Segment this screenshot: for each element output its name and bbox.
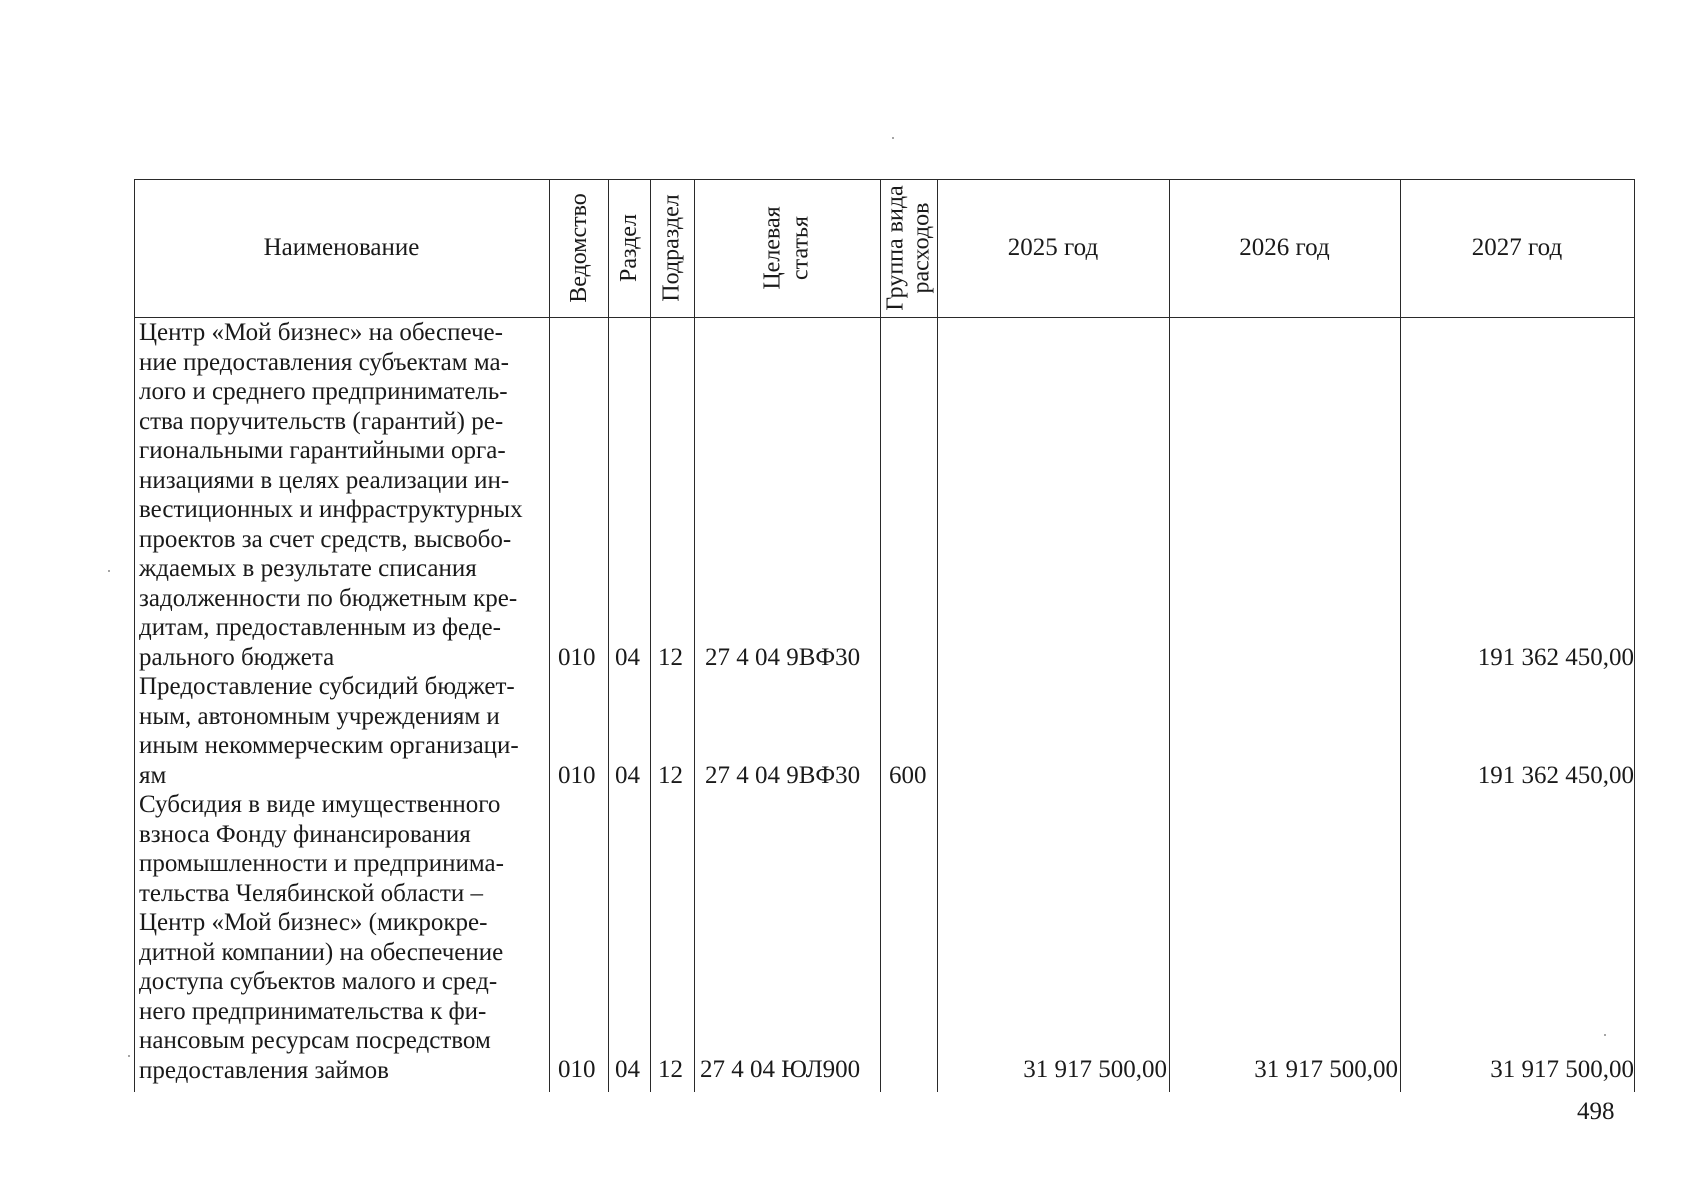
row2-name-line: иным некоммерческим организаци- bbox=[139, 732, 519, 759]
row1-name-line: лого и среднего предприниматель- bbox=[139, 378, 508, 405]
row2-podrazdel: 12 bbox=[658, 762, 683, 789]
row3-name bbox=[139, 790, 543, 1085]
row1-name-line: низациями в целях реализации ин- bbox=[139, 466, 510, 494]
row3-name-line: Субсидия в виде имущественного bbox=[139, 791, 501, 818]
row1-razdel: 04 bbox=[615, 644, 640, 671]
header-name: Наименование bbox=[263, 234, 420, 261]
row1-name-line: вестиционных и инфраструктурных bbox=[139, 496, 523, 523]
row1-name-line: Центр «Мой бизнес» на обеспече- bbox=[139, 319, 503, 346]
header-target-text bbox=[759, 206, 815, 289]
header-2025: 2025 год bbox=[1007, 234, 1099, 261]
header-razdel bbox=[608, 179, 650, 317]
header-podrazdel-text: Подраздел bbox=[659, 194, 686, 302]
row2-razdel: 04 bbox=[615, 762, 640, 789]
header-group-line2: расходов bbox=[908, 202, 935, 294]
row3-2025: 31 917 500,00 bbox=[1023, 1056, 1167, 1083]
row3-name-line: дитной компании) на обеспечение bbox=[139, 938, 504, 966]
row2-name bbox=[139, 672, 543, 790]
table-grid bbox=[134, 179, 1635, 1092]
row2-2027: 191 362 450,00 bbox=[1477, 762, 1634, 789]
row1-podrazdel: 12 bbox=[658, 644, 683, 671]
row3-target: 27 4 04 ЮЛ900 bbox=[700, 1056, 861, 1083]
row1-name-line: задолженности по бюджетным кре- bbox=[139, 584, 518, 612]
row1-name-line: рального бюджета bbox=[139, 643, 335, 671]
col-divider bbox=[1634, 179, 1635, 1092]
row3-name-line: промышленности и предпринима- bbox=[139, 850, 504, 877]
row1-2027: 191 362 450,00 bbox=[1477, 644, 1634, 671]
row3-name-line: него предпринимательства к фи- bbox=[139, 997, 487, 1025]
page-number: 498 bbox=[1577, 1098, 1615, 1125]
row2-target: 27 4 04 9ВФ30 bbox=[705, 762, 861, 789]
row3-podrazdel: 12 bbox=[658, 1056, 683, 1083]
scan-speck bbox=[108, 570, 110, 572]
header-vedomstvo-text: Ведомство bbox=[565, 193, 592, 303]
row3-name-line: тельства Челябинской области – bbox=[139, 879, 483, 907]
row2-name-line: Предоставление субсидий бюджет- bbox=[139, 673, 515, 700]
header-target-line2: статья bbox=[787, 216, 814, 280]
row1-name-line: ждаемых в результате списания bbox=[139, 555, 477, 582]
row3-name-line: Центр «Мой бизнес» (микрокре- bbox=[139, 909, 488, 936]
header-group-text bbox=[883, 185, 935, 310]
row3-vedomstvo: 010 bbox=[558, 1056, 596, 1083]
row1-name-line: проектов за счет средств, высвобо- bbox=[139, 525, 512, 553]
scan-speck bbox=[892, 137, 894, 139]
row3-name-line: доступа субъектов малого и сред- bbox=[139, 968, 498, 995]
scan-speck bbox=[1604, 1034, 1606, 1036]
row1-vedomstvo: 010 bbox=[558, 644, 596, 671]
row3-name-line: взноса Фонду финансирования bbox=[139, 820, 471, 848]
row3-2027: 31 917 500,00 bbox=[1490, 1056, 1634, 1083]
header-podrazdel bbox=[650, 179, 694, 317]
header-razdel-text: Раздел bbox=[616, 214, 643, 282]
row1-name-line: дитам, предоставленным из феде- bbox=[139, 614, 501, 641]
row2-group: 600 bbox=[889, 762, 927, 789]
row1-name-line: ства поручительств (гарантий) ре- bbox=[139, 407, 504, 435]
row1-name-line: гиональными гарантийными орга- bbox=[139, 437, 506, 464]
row2-name-line: ным, автономным учреждениям и bbox=[139, 702, 500, 730]
row3-2026: 31 917 500,00 bbox=[1254, 1056, 1398, 1083]
row1-name bbox=[139, 318, 543, 672]
row2-name-line: ям bbox=[139, 761, 167, 789]
header-group bbox=[880, 179, 937, 317]
row3-name-line: предоставления займов bbox=[139, 1056, 389, 1084]
header-target bbox=[694, 179, 880, 317]
row1-name-line: ние предоставления субъектам ма- bbox=[139, 348, 509, 376]
header-2026: 2026 год bbox=[1239, 234, 1330, 261]
row3-razdel: 04 bbox=[615, 1056, 640, 1083]
row3-name-line: нансовым ресурсам посредством bbox=[139, 1027, 491, 1054]
scan-speck bbox=[128, 1055, 130, 1057]
row2-vedomstvo: 010 bbox=[558, 762, 596, 789]
budget-table bbox=[134, 179, 1635, 1092]
header-2027: 2027 год bbox=[1471, 234, 1563, 261]
header-vedomstvo bbox=[549, 179, 608, 317]
header-group-line1: Группа вида bbox=[882, 185, 909, 311]
row1-target: 27 4 04 9ВФ30 bbox=[705, 644, 861, 671]
header-target-line1: Целевая bbox=[759, 206, 786, 290]
